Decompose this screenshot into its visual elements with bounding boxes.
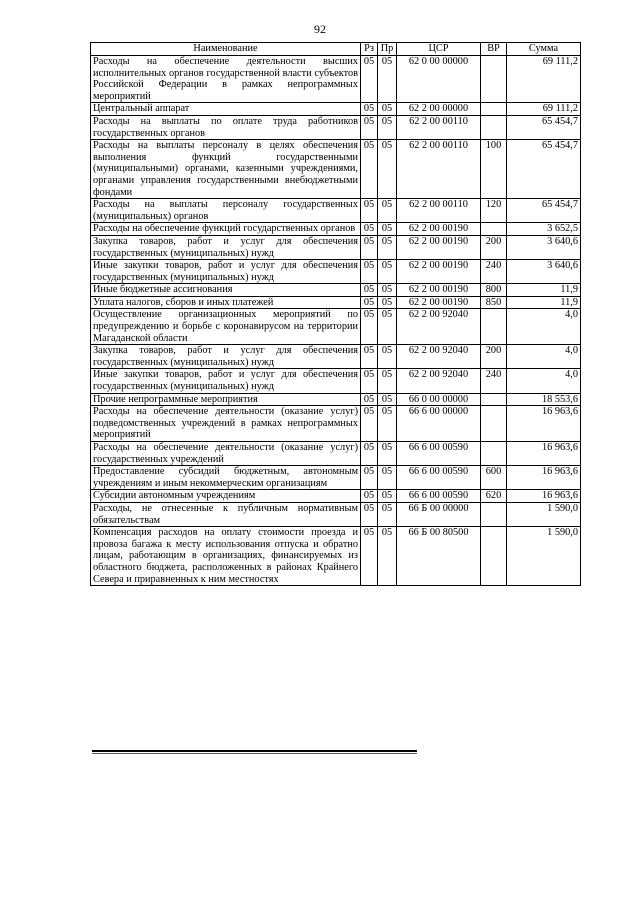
cell-vr: 600: [481, 466, 507, 490]
table-row: [91, 103, 581, 116]
cell-csr: 62 2 00 92040: [397, 309, 481, 345]
cell-rz: 05: [361, 393, 378, 406]
cell-sum: 1 590,0: [507, 527, 581, 586]
cell-rz: 05: [361, 406, 378, 442]
cell-vr: [481, 406, 507, 442]
cell-pr: 05: [378, 309, 397, 345]
cell-name: Закупка товаров, работ и услуг для обеспечения государственных (муниципальных) нужд: [91, 345, 361, 369]
cell-sum: 4,0: [507, 369, 581, 393]
table-row: [91, 502, 581, 526]
cell-rz: 05: [361, 115, 378, 139]
cell-sum: 65 454,7: [507, 140, 581, 199]
cell-pr: 05: [378, 527, 397, 586]
header-csr: ЦСР: [397, 43, 481, 56]
cell-sum: 4,0: [507, 309, 581, 345]
footer-rule-thin: [92, 753, 417, 754]
cell-rz: 05: [361, 466, 378, 490]
cell-name: Расходы на выплаты персоналу государственных (муниципальных) органов: [91, 199, 361, 223]
cell-csr: 62 2 00 00190: [397, 284, 481, 297]
cell-pr: 05: [378, 56, 397, 103]
cell-rz: 05: [361, 296, 378, 309]
cell-sum: 69 111,2: [507, 103, 581, 116]
table-body: [91, 56, 581, 586]
header-sum: Сумма: [507, 43, 581, 56]
cell-rz: 05: [361, 260, 378, 284]
cell-csr: 62 2 00 00110: [397, 199, 481, 223]
cell-rz: 05: [361, 527, 378, 586]
table-header-row: [91, 43, 581, 56]
cell-pr: 05: [378, 502, 397, 526]
cell-rz: 05: [361, 490, 378, 503]
cell-pr: 05: [378, 442, 397, 466]
cell-sum: 11,9: [507, 284, 581, 297]
cell-vr: [481, 223, 507, 236]
cell-sum: 18 553,6: [507, 393, 581, 406]
cell-pr: 05: [378, 406, 397, 442]
cell-vr: [481, 309, 507, 345]
cell-name: Предоставление субсидий бюджетным, автономным учреждениям и иным некоммерческим организациям: [91, 466, 361, 490]
table-row: [91, 309, 581, 345]
table-row: [91, 490, 581, 503]
cell-vr: 200: [481, 235, 507, 259]
table-row: [91, 527, 581, 586]
cell-pr: 05: [378, 284, 397, 297]
cell-name: Расходы на выплаты по оплате труда работников государственных органов: [91, 115, 361, 139]
cell-rz: 05: [361, 56, 378, 103]
cell-pr: 05: [378, 466, 397, 490]
cell-csr: 62 2 00 92040: [397, 345, 481, 369]
cell-sum: 3 652,5: [507, 223, 581, 236]
cell-csr: 62 2 00 00190: [397, 260, 481, 284]
cell-rz: 05: [361, 140, 378, 199]
cell-vr: [481, 103, 507, 116]
header-rz: Рз: [361, 43, 378, 56]
cell-sum: 3 640,6: [507, 260, 581, 284]
cell-sum: 65 454,7: [507, 115, 581, 139]
cell-name: Расходы на выплаты персоналу в целях обеспечения выполнения функций государственными (муниципальными) органами, казенными учреждениями, органами управления государственными внебюджетными фондами: [91, 140, 361, 199]
cell-vr: [481, 393, 507, 406]
footer-rule: [92, 750, 417, 752]
cell-name: Расходы на обеспечение функций государственных органов: [91, 223, 361, 236]
cell-rz: 05: [361, 369, 378, 393]
cell-pr: 05: [378, 296, 397, 309]
cell-rz: 05: [361, 309, 378, 345]
table-row: [91, 345, 581, 369]
table-row: [91, 199, 581, 223]
cell-csr: 62 2 00 00190: [397, 235, 481, 259]
cell-rz: 05: [361, 442, 378, 466]
cell-sum: 16 963,6: [507, 442, 581, 466]
header-name: Наименование: [91, 43, 361, 56]
cell-vr: [481, 502, 507, 526]
cell-sum: 69 111,2: [507, 56, 581, 103]
cell-sum: 4,0: [507, 345, 581, 369]
table-row: [91, 140, 581, 199]
header-pr: Пр: [378, 43, 397, 56]
cell-pr: 05: [378, 345, 397, 369]
cell-sum: 3 640,6: [507, 235, 581, 259]
cell-name: Прочие непрограммные мероприятия: [91, 393, 361, 406]
cell-name: Иные закупки товаров, работ и услуг для обеспечения государственных (муниципальных) нужд: [91, 369, 361, 393]
cell-pr: 05: [378, 235, 397, 259]
cell-name: Центральный аппарат: [91, 103, 361, 116]
cell-pr: 05: [378, 260, 397, 284]
cell-csr: 66 6 00 00590: [397, 490, 481, 503]
cell-pr: 05: [378, 140, 397, 199]
cell-name: Расходы, не отнесенные к публичным нормативным обязательствам: [91, 502, 361, 526]
cell-vr: 240: [481, 369, 507, 393]
cell-sum: 11,9: [507, 296, 581, 309]
table-row: [91, 393, 581, 406]
page-number: 92: [314, 22, 326, 36]
cell-sum: 16 963,6: [507, 466, 581, 490]
table-row: [91, 115, 581, 139]
cell-csr: 66 0 00 00000: [397, 393, 481, 406]
cell-pr: 05: [378, 199, 397, 223]
cell-rz: 05: [361, 284, 378, 297]
cell-csr: 62 2 00 00110: [397, 115, 481, 139]
cell-csr: 62 2 00 00190: [397, 296, 481, 309]
cell-csr: 62 2 00 92040: [397, 369, 481, 393]
table-row: [91, 284, 581, 297]
cell-csr: 66 6 00 00000: [397, 406, 481, 442]
cell-csr: 66 Б 00 00000: [397, 502, 481, 526]
header-vr: ВР: [481, 43, 507, 56]
cell-name: Расходы на обеспечение деятельности (оказание услуг) подведомственных учреждений в рамках непрограммных мероприятий: [91, 406, 361, 442]
cell-rz: 05: [361, 345, 378, 369]
table-row: [91, 235, 581, 259]
table-row: [91, 442, 581, 466]
cell-csr: 62 0 00 00000: [397, 56, 481, 103]
cell-name: Расходы на обеспечение деятельности высших исполнительных органов государственной власти субъектов Российской Федерации в рамках непрограммных мероприятий: [91, 56, 361, 103]
cell-vr: 850: [481, 296, 507, 309]
table-row: [91, 369, 581, 393]
cell-vr: 200: [481, 345, 507, 369]
cell-vr: [481, 56, 507, 103]
cell-name: Осуществление организационных мероприятий по предупреждению и борьбе с коронавирусом на территории Магаданской области: [91, 309, 361, 345]
cell-csr: 62 2 00 00110: [397, 140, 481, 199]
cell-rz: 05: [361, 235, 378, 259]
table-row: [91, 223, 581, 236]
cell-name: Иные закупки товаров, работ и услуг для обеспечения государственных (муниципальных) нужд: [91, 260, 361, 284]
table-row: [91, 296, 581, 309]
cell-rz: 05: [361, 199, 378, 223]
cell-name: Закупка товаров, работ и услуг для обеспечения государственных (муниципальных) нужд: [91, 235, 361, 259]
cell-pr: 05: [378, 103, 397, 116]
cell-csr: 66 6 00 00590: [397, 442, 481, 466]
table-row: [91, 260, 581, 284]
cell-csr: 62 2 00 00000: [397, 103, 481, 116]
cell-vr: [481, 442, 507, 466]
cell-vr: 800: [481, 284, 507, 297]
cell-vr: 240: [481, 260, 507, 284]
cell-name: Компенсация расходов на оплату стоимости проезда и провоза багажа к месту использования отпуска и обратно лицам, работающим в организациях, финансируемых из областного бюджета, расположенных в районах Крайнего Севера и приравненных к ним местностях: [91, 527, 361, 586]
cell-rz: 05: [361, 502, 378, 526]
budget-table: [90, 42, 581, 586]
cell-csr: 62 2 00 00190: [397, 223, 481, 236]
cell-csr: 66 6 00 00590: [397, 466, 481, 490]
cell-pr: 05: [378, 490, 397, 503]
cell-pr: 05: [378, 223, 397, 236]
cell-name: Иные бюджетные ассигнования: [91, 284, 361, 297]
cell-sum: 16 963,6: [507, 490, 581, 503]
cell-pr: 05: [378, 393, 397, 406]
cell-pr: 05: [378, 369, 397, 393]
cell-vr: [481, 527, 507, 586]
cell-vr: 120: [481, 199, 507, 223]
cell-vr: [481, 115, 507, 139]
cell-csr: 66 Б 00 80500: [397, 527, 481, 586]
table-row: [91, 406, 581, 442]
cell-pr: 05: [378, 115, 397, 139]
cell-name: Уплата налогов, сборов и иных платежей: [91, 296, 361, 309]
cell-rz: 05: [361, 223, 378, 236]
table-row: [91, 466, 581, 490]
cell-sum: 1 590,0: [507, 502, 581, 526]
cell-vr: 100: [481, 140, 507, 199]
cell-sum: 16 963,6: [507, 406, 581, 442]
cell-sum: 65 454,7: [507, 199, 581, 223]
cell-name: Субсидии автономным учреждениям: [91, 490, 361, 503]
cell-name: Расходы на обеспечение деятельности (оказание услуг) государственных учреждений: [91, 442, 361, 466]
cell-vr: 620: [481, 490, 507, 503]
table-row: [91, 56, 581, 103]
cell-rz: 05: [361, 103, 378, 116]
